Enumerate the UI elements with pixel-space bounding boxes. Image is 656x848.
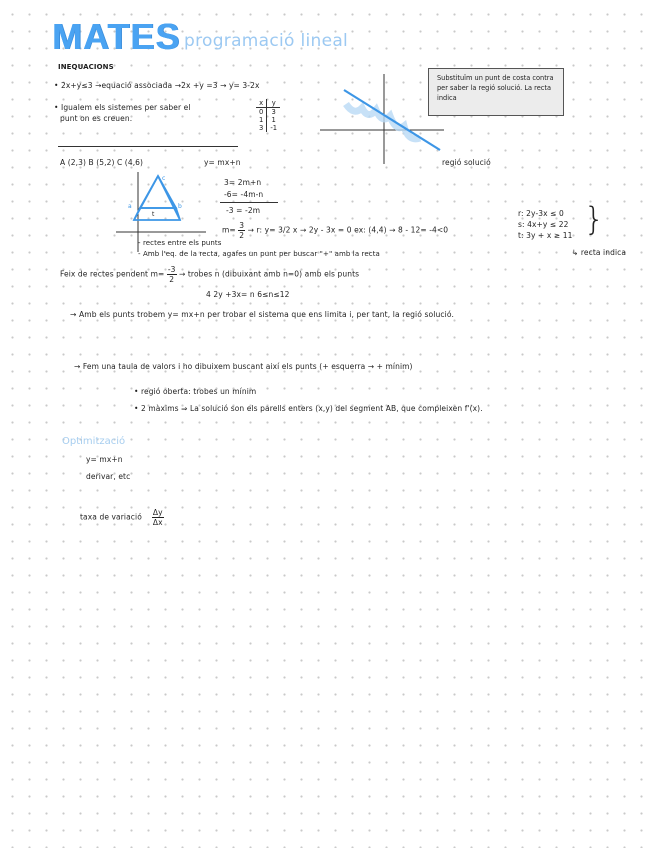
optimization-heading: Optimització [62, 436, 126, 447]
slope-numerator: 3 [239, 221, 245, 230]
region-sketch [316, 72, 446, 168]
rate-numerator: Δy [152, 508, 163, 517]
parallel-fraction [167, 265, 177, 284]
rate-label: taxa de variació [80, 512, 142, 522]
label-b: b [178, 203, 182, 210]
table-cell: 1 [271, 116, 276, 124]
conclusion-line: → Amb els punts trobem y= mx+n per trobar el sistema que ens limita i, per tant, la regió solució. [70, 310, 455, 319]
points-list: A (2,3) B (5,2) C (4,6) [60, 158, 144, 167]
inequality-system [518, 208, 573, 241]
bullet-two-max-text: • 2 màxims ⇒ La solució son els parells enters (x,y) del segment AB, que compleixen [134, 404, 463, 413]
parallel-result: 4 2y +3x= n 6≤n≤12 [206, 290, 290, 299]
values-table-header [256, 99, 280, 108]
section-heading-inequacions: INEQUACIONS [58, 63, 114, 71]
table-cell: 3 [271, 108, 276, 116]
values-table-line: → Fem una taula de valors i ho dibuixem buscant així els punts (+ esquerra → + mínim) [74, 362, 413, 371]
sum-line [220, 202, 278, 203]
parallel-after: → trobes n (dibuixant amb n=0) amb els punts [179, 269, 360, 279]
system-eq-1: 3= 2m+n [224, 178, 262, 187]
table-cell: 3 [256, 124, 267, 132]
table-header-x: x [256, 99, 267, 108]
system-eq-2: -6= -4m-n [224, 190, 264, 199]
parallel-lines [60, 265, 359, 284]
slope-prefix: m= [222, 225, 236, 235]
edge-b [158, 176, 180, 220]
label-a: a [128, 203, 132, 210]
system-text-2: punt on es creuen. [60, 114, 133, 123]
optimization-derive: derivar, etc [86, 472, 131, 481]
line-equation: y= mx+n [204, 158, 241, 167]
table-cell: 0 [256, 108, 267, 117]
page-subtitle: programació lineal [184, 31, 349, 51]
bullet-two-max [134, 404, 483, 413]
system-text-1: • Igualem els sistemes per saber el [54, 103, 191, 112]
inequalities-note: ↳ recta indica [572, 248, 627, 257]
page-title: MATES [52, 16, 181, 57]
line-r-equation: → r: y= 3/2 x → 2y - 3x = 0 ex: (4,4) → 8 - 12= -4<0 [247, 225, 449, 235]
values-table [256, 99, 280, 132]
boundary-line [344, 90, 440, 150]
label-t: t [152, 211, 155, 218]
inequality-t: t: 3y + x ≥ 11 [518, 231, 573, 240]
divider [58, 146, 238, 147]
parallel-text: Feix de rectes pendent m= [60, 269, 165, 279]
triangle-base [134, 208, 180, 220]
shaded-region [346, 104, 420, 139]
label-c: c [162, 175, 166, 182]
region-solution-label: regió solució [442, 158, 491, 167]
bullet-open-region: • regió oberta: trobes un mínim [134, 387, 257, 396]
parallel-denominator: 2 [169, 275, 175, 284]
note-equacio: - Amb l'eq. de la recta, agafes un punt per buscar "+" amb la recta [138, 250, 380, 258]
bullet-two-max-end: f'(x). [464, 404, 483, 413]
inequalities-note-text: recta indica [580, 248, 627, 257]
slope-fraction [238, 221, 245, 240]
table-header-y: y [267, 99, 280, 108]
system-eq-3: -3 = -2m [226, 206, 261, 215]
brace-icon: } [584, 200, 605, 238]
note-rectes: - rectes entre els punts [138, 239, 222, 247]
table-row [256, 116, 280, 124]
inequality-line: • 2x+y≤3 →equació associada →2x +y =3 → y= 3-2x [54, 81, 260, 90]
rate-fraction [152, 508, 164, 527]
table-cell: 1 [256, 116, 267, 124]
slope-denominator: 2 [239, 231, 245, 240]
table-row [256, 124, 280, 132]
optimization-eq: y= mx+n [86, 455, 123, 464]
slope-line [222, 221, 448, 240]
table-row [256, 108, 280, 117]
parallel-numerator: -3 [167, 265, 176, 274]
rate-of-change [80, 508, 164, 527]
inequality-r: r: 2y-3x ≤ 0 [518, 209, 564, 218]
note-box: Substituïm un punt de costa contra per saber la regió solució. La recta indica [428, 68, 564, 116]
rate-denominator: Δx [152, 518, 163, 527]
inequality-s: s: 4x+y ≤ 22 [518, 220, 569, 229]
table-cell: -1 [270, 124, 278, 132]
